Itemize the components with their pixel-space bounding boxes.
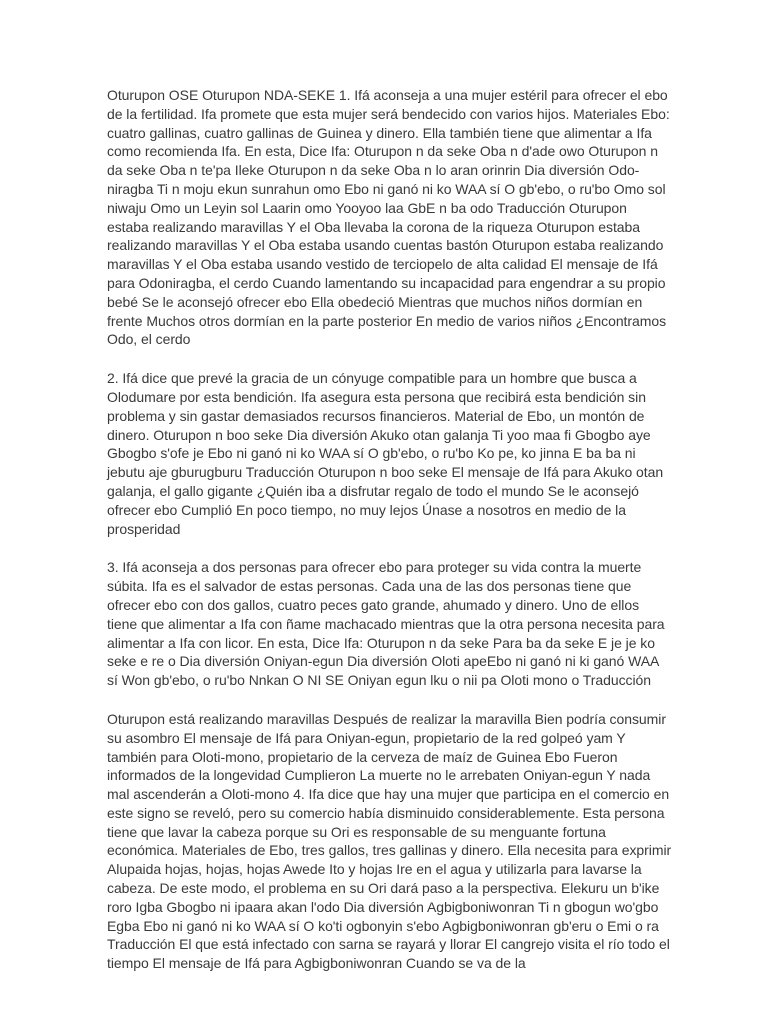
- paragraph-4: Oturupon está realizando maravillas Después de realizar la maravilla Bien podría consumir su asombro El mensaje de Ifá para Oniyan-egun, propietario de la red golpeó yam Y también para Oloti-mono, propietario de la cerveza de maíz de Guinea Ebo Fueron informados de la longevidad Cumplieron La muerte no le arrebaten Oniyan-egun Y nada mal ascenderán a Oloti-mono 4. Ifa dice que hay una mujer que participa en el comercio en este signo se reveló, pero su comercio había disminuido considerablemente. Esta persona tiene que lavar la cabeza porque su Ori es responsable de su menguante fortuna económica. Materiales de Ebo, tres gallos, tres gallinas y dinero. Ella necesita para exprimir Alupaida hojas, hojas, hojas Awede Ito y hojas Ire en el agua y utilizarla para lavarse la cabeza. De este modo, el problema en su Ori dará paso a la perspectiva. Elekuru un b'ike roro Igba Gbogbo ni ipaara akan l'odo Dia diversión Agbigboniwonran Ti n gbogun wo'gbo Egba Ebo ni ganó ni ko WAA sí O ko'ti ogbonyin s'ebo Agbigboniwonran gb'eru o Emi o ra Traducción El que está infectado con sarna se rayará y llorar El cangrejo visita el río todo el tiempo El mensaje de Ifá para Agbigboniwonran Cuando se va de la: [107, 710, 672, 972]
- paragraph-2: 2. Ifá dice que prevé la gracia de un cónyuge compatible para un hombre que busca a Olodumare por esta bendición. Ifa asegura esta persona que recibirá esta bendición sin problema y sin gastar demasiados recursos financieros. Material de Ebo, un montón de dinero. Oturupon n boo seke Dia diversión Akuko otan galanja Ti yoo maa fi Gbogbo aye Gbogbo s'ofe je Ebo ni ganó ni ko WAA sí O gb'ebo, o ru'bo Ko pe, ko jinna E ba ba ni jebutu aje gburugburu Traducción Oturupon n boo seke El mensaje de Ifá para Akuko otan galanja, el gallo gigante ¿Quién iba a disfrutar regalo de todo el mundo Se le aconsejó ofrecer ebo Cumplió En poco tiempo, no muy lejos Únase a nosotros en medio de la prosperidad: [107, 370, 664, 537]
- paragraph-1: Oturupon OSE Oturupon NDA-SEKE 1. Ifá aconseja a una mujer estéril para ofrecer el ebo de la fertilidad. Ifa promete que esta mujer será bendecido con varios hijos. Materiales Ebo: cuatro gallinas, cuatro gallinas de Guinea y dinero. Ella también tiene que alimentar a Ifa como recomienda Ifa. En esta, Dice Ifa: Oturupon n da seke Oba n d'ade owo Oturupon n da seke Oba n te'pa Ileke Oturupon n da seke Oba n lo aran orinrin Dia diversión Odo-niragba Ti n moju ekun sunrahun omo Ebo ni ganó ni ko WAA sí O gb'ebo, o ru'bo Omo sol niwaju Omo un Leyin sol Laarin omo Yooyoo laa GbE n ba odo Traducción Oturupon estaba realizando maravillas Y el Oba llevaba la corona de la riqueza Oturupon estaba realizando maravillas Y el Oba estaba usando cuentas bastón Oturupon estaba realizando maravillas Y el Oba estaba usando vestido de terciopelo de alta calidad El mensaje de Ifá para Odoniragba, el cerdo Cuando lamentando su incapacidad para engendrar a su propio bebé Se le aconsejó ofrecer ebo Ella obedeció Mientras que muchos niños dormían en frente Muchos otros dormían en la parte posterior En medio de varios niños ¿Encontramos Odo, el cerdo: [107, 87, 670, 348]
- paragraph-3: 3. Ifá aconseja a dos personas para ofrecer ebo para proteger su vida contra la muerte súbita. Ifa es el salvador de estas personas. Cada una de las dos personas tiene que ofrecer ebo con dos gallos, cuatro peces gato grande, ahumado y dinero. Uno de ellos tiene que alimentar a Ifa con ñame machacado mientras que la otra persona necesita para alimentar a Ifa con licor. En esta, Dice Ifa: Oturupon n da seke Para ba da seke E je je ko seke e re o Dia diversión Oniyan-egun Dia diversión Oloti apeEbo ni ganó ni ki ganó WAA sí Won gb'ebo, o ru'bo Nnkan O NI SE Oniyan egun lku o nii pa Oloti mono o Traducción: [107, 559, 665, 689]
